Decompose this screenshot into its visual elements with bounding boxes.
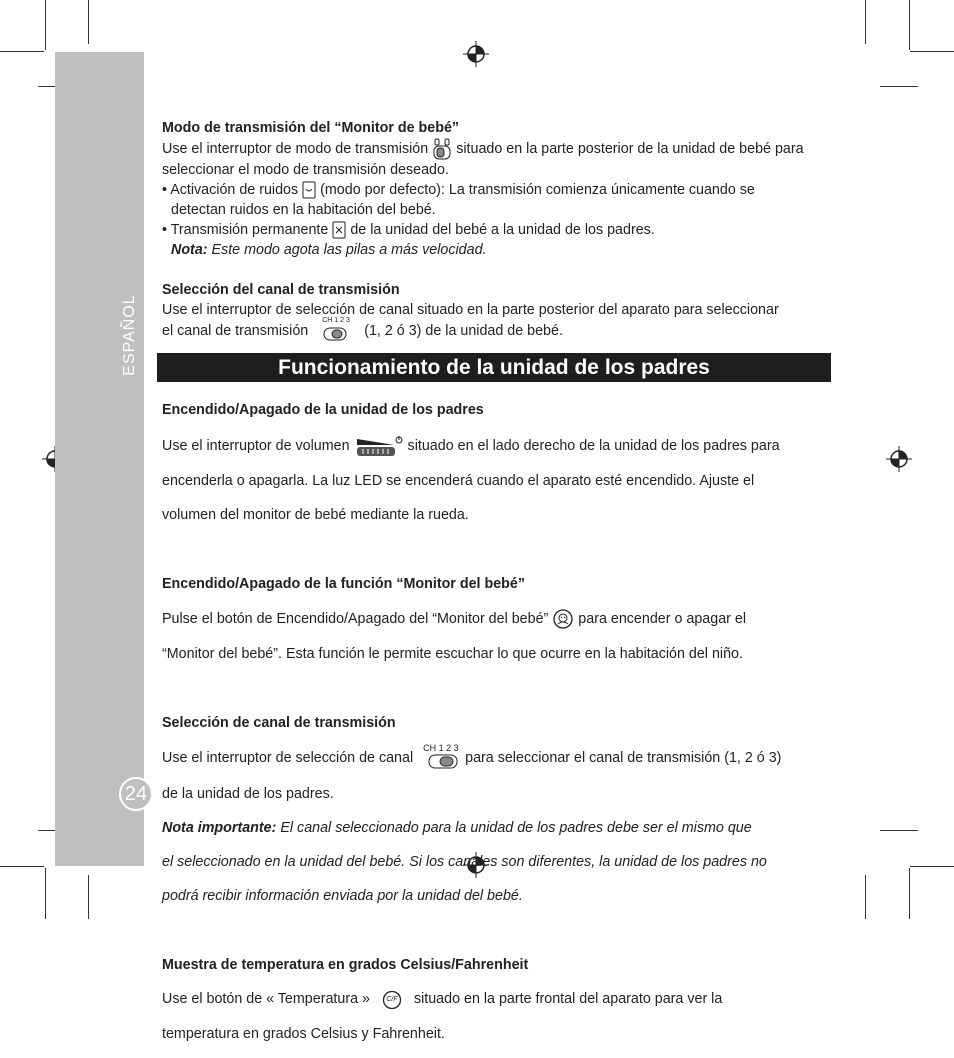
crop-mark [88, 0, 89, 44]
text: situado en el lado derecho de la unidad de los padres para [407, 437, 780, 454]
temperature-button-label: C/F [386, 995, 398, 1003]
content-top [162, 118, 832, 342]
text: Use el interruptor de selección de canal [162, 750, 414, 767]
note-label: Nota: [171, 242, 208, 258]
text: situado en la parte frontal del aparato para ver la [413, 991, 723, 1008]
voice-activation-icon [302, 181, 316, 199]
text: Use el interruptor de volumen [162, 437, 350, 454]
crop-mark [88, 875, 89, 919]
channel-switch-label: CH 1 2 3 [322, 317, 350, 324]
paragraph: volumen del monitor de bebé mediante la rueda. [162, 507, 469, 524]
continuous-transmission-icon [332, 221, 346, 239]
text: situado en la parte posterior de la unidad de bebé para seleccionar el modo de transmisión deseado. [162, 140, 804, 178]
text: • Activación de ruidos [162, 182, 299, 198]
note-text: Este modo agota las pilas a más velocidad. [211, 242, 487, 258]
paragraph [162, 435, 832, 457]
paragraph [162, 743, 832, 769]
section-heading: Selección del canal de transmisión [162, 282, 400, 298]
section-heading: Selección de canal de transmisión [162, 714, 396, 731]
paragraph [162, 317, 832, 342]
text: Use el interruptor de modo de transmisión [162, 140, 429, 157]
paragraph [162, 608, 832, 630]
crop-mark [880, 86, 918, 87]
note-text: podrá recibir información enviada por la unidad del bebé. [162, 888, 523, 905]
page-number: 24 [119, 777, 153, 811]
crop-mark [45, 0, 46, 50]
content-bottom [162, 386, 832, 1058]
channel-switch-icon [423, 743, 463, 769]
crop-mark [865, 875, 866, 919]
note [162, 818, 832, 838]
crop-mark [910, 866, 954, 867]
crop-mark [0, 51, 44, 52]
bullet-item [162, 180, 832, 200]
section-heading: Muestra de temperatura en grados Celsius/Fahrenheit [162, 957, 529, 974]
text: • Transmisión permanente [162, 222, 329, 238]
registration-mark-icon [463, 41, 489, 67]
crop-mark [45, 868, 46, 919]
text: para seleccionar el canal de transmisión (1, 2 ó 3) [465, 750, 782, 767]
temperature-button-icon [382, 990, 402, 1010]
section-heading: Encendido/Apagado de la función “Monitor del bebé” [162, 575, 525, 592]
note [162, 240, 832, 260]
text: el canal de transmisión [162, 322, 309, 339]
crop-mark [0, 866, 44, 867]
crop-mark [865, 0, 866, 44]
paragraph [162, 138, 832, 180]
paragraph [162, 989, 832, 1009]
bullet-continuation: detectan ruidos en la habitación del bebé. [171, 202, 436, 218]
crop-mark [880, 830, 918, 831]
crop-mark [910, 51, 954, 52]
text: (modo por defecto): La transmisión comienza únicamente cuando se [320, 182, 755, 198]
note-text: El canal seleccionado para la unidad de los padres debe ser el mismo que [280, 819, 752, 836]
note-text: el seleccionado en la unidad del bebé. Si los canales son diferentes, la unidad de los padres no [162, 854, 767, 871]
channel-switch-label: CH 1 2 3 [423, 743, 459, 754]
section-heading: Encendido/Apagado de la unidad de los padres [162, 402, 484, 419]
text: de la unidad del bebé a la unidad de los padres. [350, 222, 655, 238]
volume-wheel-icon [354, 435, 404, 457]
text: Use el botón de « Temperatura » [162, 991, 370, 1008]
channel-switch-icon [320, 317, 352, 342]
bullet-item [162, 220, 832, 240]
text: Pulse el botón de Encendido/Apagado del “Monitor del bebé” [162, 610, 549, 627]
section-banner: Funcionamiento de la unidad de los padres [157, 353, 831, 382]
section-heading: Modo de transmisión del “Monitor de bebé” [162, 120, 460, 136]
baby-monitor-button-icon [552, 608, 574, 630]
paragraph: encenderla o apagarla. La luz LED se encenderá cuando el aparato esté encendido. Ajuste el [162, 472, 755, 489]
note-label: Nota importante: [162, 819, 277, 836]
crop-mark [909, 0, 910, 50]
paragraph: de la unidad de los padres. [162, 785, 334, 802]
text: para encender o apagar el [578, 610, 747, 627]
registration-mark-icon [886, 446, 912, 472]
crop-mark [909, 868, 910, 919]
paragraph: temperatura en grados Celsius y Fahrenheit. [162, 1025, 445, 1042]
paragraph: Use el interruptor de selección de canal situado en la parte posterior del aparato para seleccionar [162, 302, 779, 318]
paragraph: “Monitor del bebé”. Esta función le permite escuchar lo que ocurre en la habitación del niño. [162, 646, 743, 663]
text: (1, 2 ó 3) de la unidad de bebé. [364, 322, 563, 339]
language-tab-label: ESPAÑOL [121, 294, 138, 376]
side-band [55, 52, 144, 866]
mode-switch-icon [432, 138, 452, 160]
